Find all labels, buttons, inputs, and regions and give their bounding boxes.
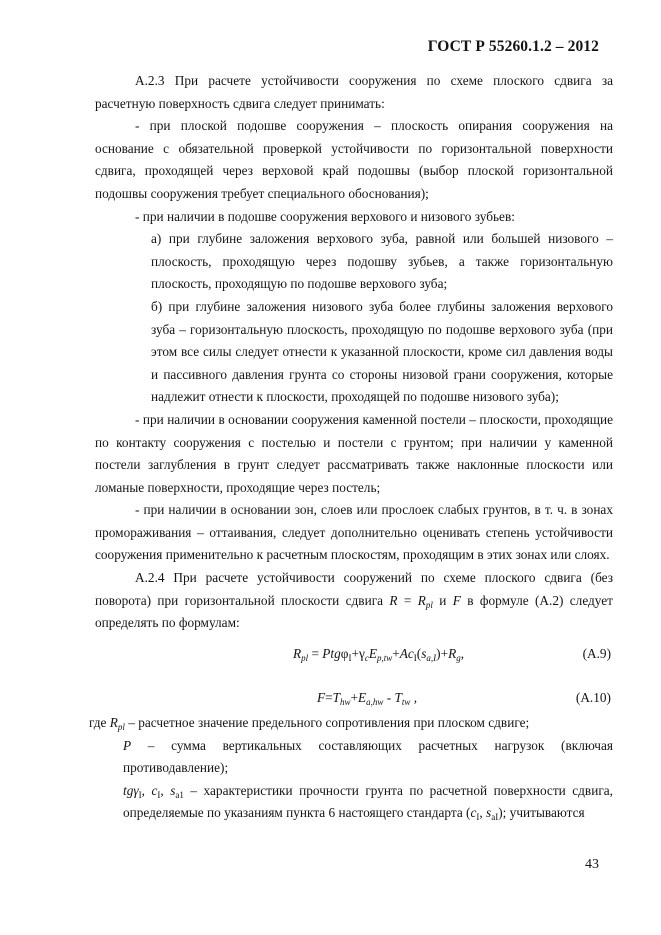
formula-a9-expression: $R_{pl} = Ptg\varphi_I+\gamma_cE_{p,tw}+Ac_I(s_{a,I})+R_g$, [293,645,465,663]
definition-p-continued: противодавление); [123,760,229,776]
formula-a9-number: (А.9) [582,645,611,661]
definition-p: P – сумма вертикальных составляющих расчетных нагрузок (включая [123,737,613,753]
paragraph-a23-intro: А.2.3 При расчете устойчивости сооружения по схеме плоского сдвига за расчетную поверхность сдвига следует принимать: [95,73,613,111]
formula-a10-expression: $F=T_{hw}+E_{a,hw} - T_{tw}$ , [317,690,418,708]
page-number: 43 [585,857,599,872]
paragraph-flat-sole: - при плоской подошве сооружения – плоскость опирания сооружения на основание с обязательной проверкой устойчивости по горизонтальной поверхности сдвига, проходящей через верховой край подошвы (выбор плоской горизонтальной подошвы сооружения требует специального обоснования); [95,118,613,201]
paragraph-teeth-b: б) при глубине заложения низового зуба более глубины заложения верхового зуба – горизонтальную плоскость, проходящую по подошве верхового зуба (при этом все силы следует отнести к указанной плоскости, кроме сил давления воды и пассивного давления грунта со стороны низовой грани сооружения, которые надлежит отнести к плоскости, проходящей по подошве низового зуба); [151,298,613,405]
formula-a9 [95,643,613,666]
formula-a10 [95,687,613,710]
paragraph-teeth: - при наличии в подошве сооружения верхового и низового зубьев: [135,208,515,224]
formula-a10-number: (А.10) [575,690,611,706]
paragraph-teeth-a: а) при глубине заложения верхового зуба, равной или большей низового – плоскость, проходящую через подошву зубьев, а также горизонтальную плоскость, проходящую по подошве верхового зуба; [151,231,613,292]
standard-header: ГОСТ Р 55260.1.2 – 2012 [427,38,599,55]
paragraph-a24: А.2.4 При расчете устойчивости сооружений по схеме плоского сдвига (без поворота) при горизонтальной плоскости сдвига $R = R_{pl}$ и F в формуле (А.2) следует определять по формулам: [95,570,613,631]
paragraph-stone-bed: - при наличии в основании сооружения каменной постели – плоскости, проходящие по контакту сооружения с постелью и постели с грунтом; при наличии у каменной постели заглубления в грунт следует рассматривать также наклонные плоскости или ломаные поверхности, проходящие через постель; [95,411,613,495]
document-body [89,70,614,825]
definition-strength: tgγ$_I$, $c_I$, $s_{a1}$ – характеристики прочности грунта по расчетной поверхности сдвига, определяемые по указаниям пункта 6 настоящего стандарта ($c_I$, $s_{aI}$); учитываются [123,782,614,823]
paragraph-weak-zones: - при наличии в основании зон, слоев или прослоек слабых грунтов, в т. ч. в зонах промораживания – оттаивания, следует дополнительно оценивать степень устойчивости сооружения применительно к расчетным плоскостям, проходящим в этих зонах или слоях. [95,502,613,563]
definition-rpl: где $R_{pl}$ – расчетное значение предельного сопротивления при плоском сдвиге; [89,715,530,733]
